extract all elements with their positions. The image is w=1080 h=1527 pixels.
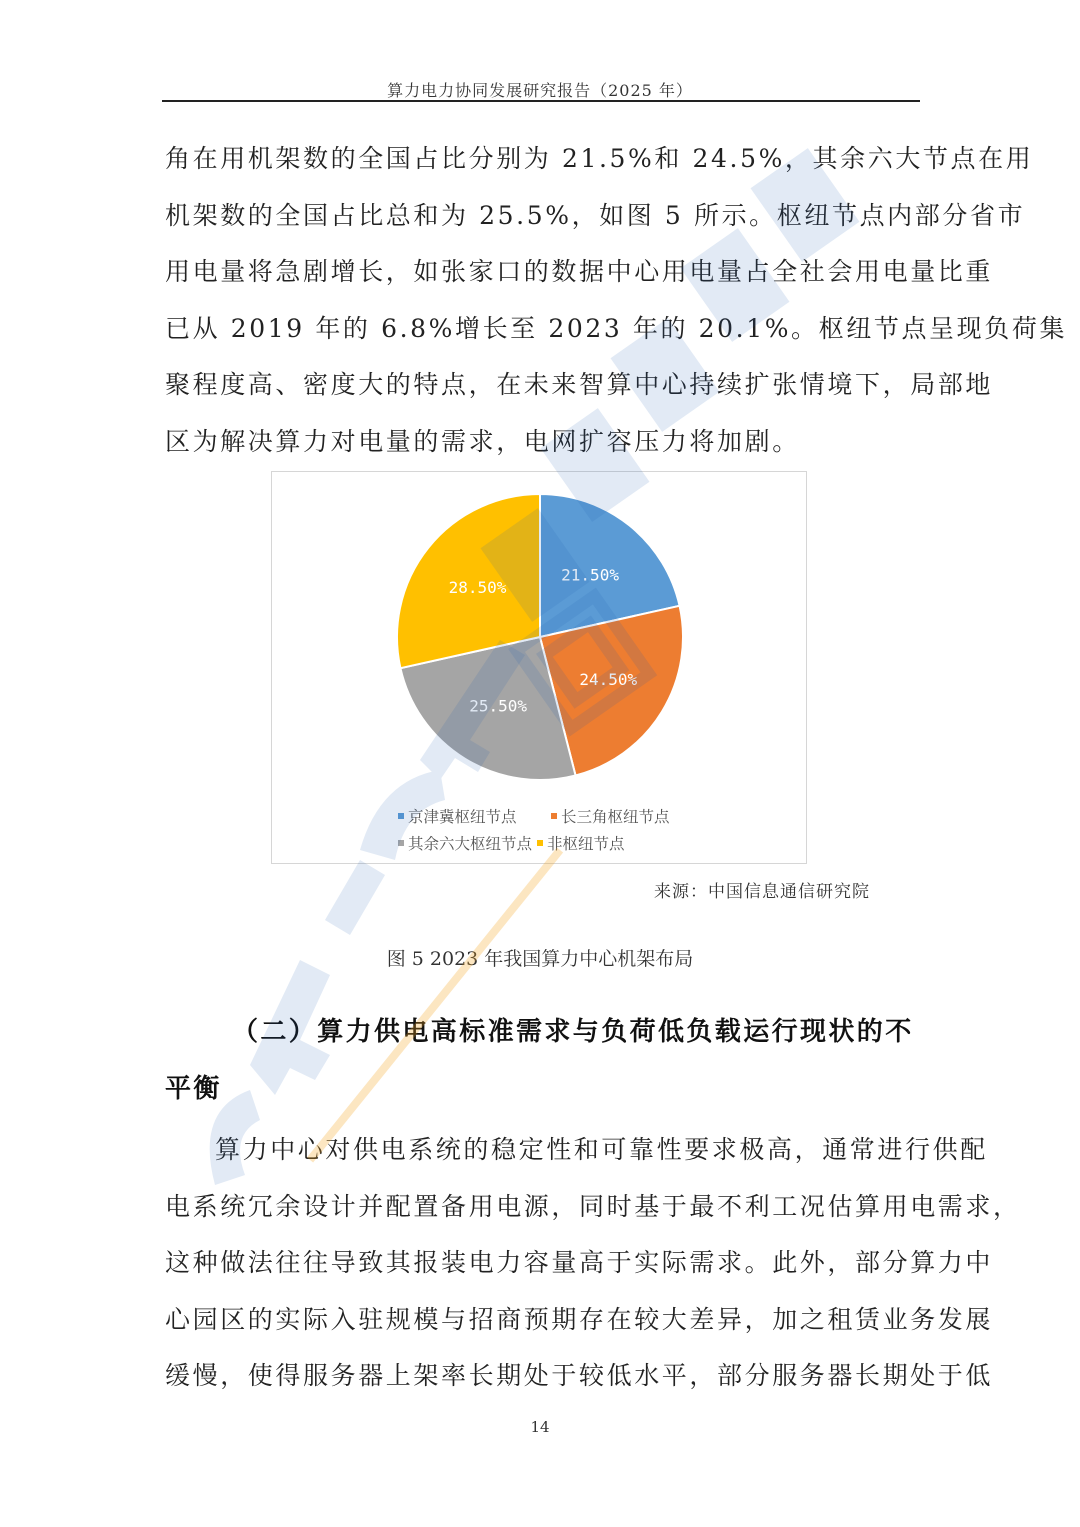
legend-label: 长三角枢纽节点 xyxy=(560,808,670,826)
legend-item-feishuniu xyxy=(537,833,625,855)
legend-row xyxy=(398,806,669,833)
slice-data-label: 21.50% xyxy=(561,565,619,585)
figure-source: 来源：中国信息通信研究院 xyxy=(654,882,870,902)
text-line: 用电量将急剧增长，如张家口的数据中心用电量占全社会用电量比重 xyxy=(165,257,994,286)
legend-label: 非枢纽节点 xyxy=(546,835,625,853)
section-heading xyxy=(165,1004,925,1118)
legend-item-qiyu xyxy=(398,833,532,855)
slice-data-label: 24.50% xyxy=(579,669,638,689)
slice-data-label: 28.50% xyxy=(448,577,507,597)
text-line: 区为解决算力对电量的需求，电网扩容压力将加剧。 xyxy=(165,426,800,456)
text-line: 电系统冗余设计并配置备用电源，同时基于最不利工况估算用电需求， xyxy=(165,1191,1021,1221)
legend-label: 京津冀枢纽节点 xyxy=(408,808,517,826)
slice-data-label: 25.50% xyxy=(469,696,528,716)
text-line: 心园区的实际入驻规模与招商预期存在较大差异，加之租赁业务发展 xyxy=(165,1304,994,1334)
text-line: 角在用机架数的全国占比分别为 21.5%和 24.5%，其余六大节点在用 xyxy=(165,144,1034,173)
legend-swatch xyxy=(398,813,404,819)
legend-swatch xyxy=(398,840,404,846)
legend-label: 其余六大枢纽节点 xyxy=(408,835,533,853)
body-paragraph-2 xyxy=(165,1122,1021,1405)
chart-legend xyxy=(398,806,669,860)
legend-row xyxy=(398,833,669,860)
heading-line: （二）算力供电高标准需求与负荷低负载运行现状的不 xyxy=(232,1017,914,1047)
text-line: 机架数的全国占比总和为 25.5%，如图 5 所示。枢纽节点内部分省市 xyxy=(165,200,1026,230)
page-number: 14 xyxy=(530,1418,550,1436)
running-header: 算力电力协同发展研究报告（2025 年） xyxy=(387,81,693,100)
figure-caption: 图 5 2023 年我国算力中心机架布局 xyxy=(386,948,694,970)
text-line xyxy=(165,1122,988,1179)
legend-item-changsanjiao xyxy=(551,806,670,828)
text-line: 缓慢，使得服务器上架率长期处于较低水平，部分服务器长期处于低 xyxy=(165,1361,994,1390)
legend-item-jingjinji xyxy=(398,806,546,828)
text-line: 聚程度高、密度大的特点，在未来智算中心持续扩张情境下，局部地 xyxy=(165,370,994,399)
text-line: 已从 2019 年的 6.8%增长至 2023 年的 20.1%。枢纽节点呈现负荷集 xyxy=(165,313,1068,343)
text-line-content: 算力中心对供电系统的稳定性和可靠性要求极高，通常进行供配 xyxy=(215,1135,988,1164)
heading-line: 平衡 xyxy=(165,1074,222,1104)
text-line: 这种做法往往导致其报装电力容量高于实际需求。此外，部分算力中 xyxy=(165,1248,994,1277)
legend-swatch xyxy=(551,813,557,819)
legend-swatch xyxy=(537,840,543,846)
